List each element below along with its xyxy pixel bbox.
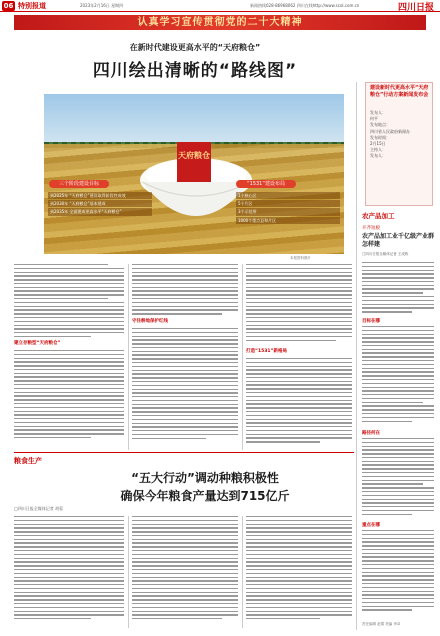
page-header: [0, 0, 440, 12]
lead-subhead: 建立存粮型“天府粮仓”: [14, 341, 61, 346]
contact-info: 新闻热线028-86968062 四川在线http://www.scol.com.cn: [250, 3, 360, 8]
newspaper-logo: 四川日报: [398, 3, 435, 13]
stage-goal: 到2030年 “天府粮仓”基本建成: [48, 200, 152, 207]
layout-item: 3个示范带: [236, 208, 340, 215]
bottom-byline: □四川日报全媒体记者 胡蓉: [14, 506, 64, 511]
bottom-section-label: 粮食生产: [14, 457, 42, 465]
sidebar-item: 何平: [370, 116, 378, 122]
layout-items: [236, 192, 340, 225]
layout-item: 1000个重点县和片区: [236, 217, 340, 224]
lead-title: 四川绘出清晰的“路线图”: [92, 61, 298, 81]
bottom-text-col-2: [132, 516, 238, 622]
bottom-title-line-2: 确保今年粮食产量达到715亿斤: [120, 489, 290, 503]
layout-label: “1531”建设布局: [236, 180, 296, 188]
right-subhead: 重点在哪: [362, 523, 380, 528]
bottom-text-col-3: [246, 516, 352, 622]
sidebar-item: 2月15日: [370, 141, 386, 147]
sidebar-list: [370, 110, 430, 160]
sidebar-item: 发布地点：: [370, 122, 390, 128]
column-divider: [128, 516, 129, 628]
lead-text-col-1b: [14, 350, 124, 441]
column-divider: [356, 82, 357, 630]
sidebar-item: 主持人：: [370, 147, 386, 153]
right-subhead: 路径何在: [362, 431, 380, 436]
page-number: 06: [3, 2, 14, 10]
right-text-4: [362, 530, 434, 613]
section-name: 特别报道: [18, 2, 46, 10]
section-rule: [14, 452, 354, 453]
issue-date: 2023年2月16日 星期四: [80, 3, 124, 8]
column-divider: [242, 264, 243, 450]
lead-text-col-3b: [246, 358, 352, 445]
stage-goals: [48, 192, 152, 217]
sidebar-item: 发布时间：: [370, 134, 390, 140]
layout-item: 5个片区: [236, 200, 340, 207]
lead-text-col-1: [14, 264, 124, 340]
right-subhead: 目标在哪: [362, 319, 380, 324]
lead-subhead: 打造“1531”新格局: [246, 349, 287, 354]
bottom-title-line-1: “五大行动”调动种粮积极性: [131, 471, 279, 485]
right-text-3: [362, 438, 434, 517]
page-footer: 责任编辑 赵熠 美编 李卓: [362, 622, 401, 626]
photo-caption: 本报资料图片: [290, 256, 311, 260]
right-byline: □四川日报全媒体记者 王成栋: [362, 252, 409, 256]
sidebar-item: 发布人：: [370, 110, 386, 115]
lead-text-col-3: [246, 264, 352, 343]
stages-label: 三个阶段建设目标: [49, 180, 109, 188]
sidebar-item: 四川省人民政府新闻办: [370, 128, 410, 134]
stage-goal: 到2025年 “天府粮仓”建设取得阶段性成效: [48, 192, 152, 199]
bottom-text-col-1: [14, 516, 124, 622]
lead-text-col-2b: [132, 328, 238, 441]
column-divider: [242, 516, 243, 628]
column-divider: [128, 264, 129, 450]
tianfu-stamp: 天府粮仓: [177, 142, 211, 182]
right-kicker: 开齐短板: [362, 226, 380, 231]
right-section-label: 农产品加工: [362, 212, 395, 220]
lead-text-col-2: [132, 264, 238, 317]
lead-kicker: 在新时代建设更高水平的“天府粮仓”: [129, 43, 261, 52]
right-text-1: [362, 262, 434, 315]
layout-item: 1个核心区: [236, 192, 340, 199]
lead-subhead: 守住耕地保护红线: [132, 319, 168, 324]
lead-photo: [44, 94, 344, 254]
theme-banner: 认真学习宣传贯彻党的二十大精神: [14, 15, 426, 30]
sidebar-item: 发布人：: [370, 153, 386, 159]
sidebar-title: 建设新时代更高水平“天府粮仓”行动方案新闻发布会: [370, 85, 429, 98]
stage-goal: 到2035年 全面建成更高水平“天府粮仓”: [48, 208, 152, 215]
right-title: 农产品加工业千亿级产业群怎样建: [362, 233, 435, 248]
right-text-2: [362, 326, 434, 424]
